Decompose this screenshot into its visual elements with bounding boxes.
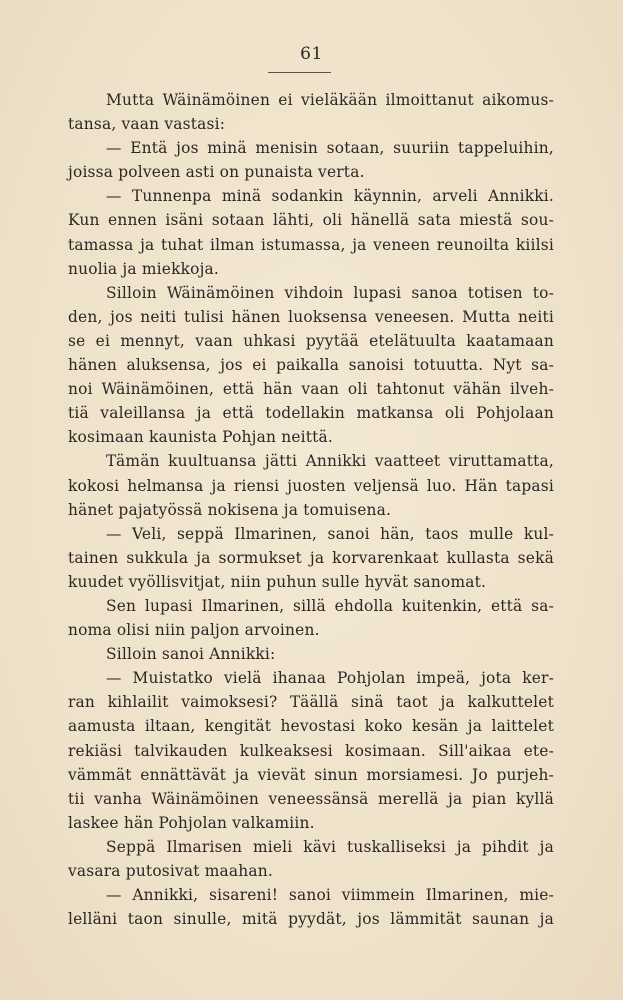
text-line: kokosi helmansa ja riensi juosten veljensä luo. Hän tapasi (68, 476, 554, 495)
text-line: tamassa ja tuhat ilman istumassa, ja veneen reunoilta kiilsi (68, 235, 554, 254)
text-line: noma olisi niin paljon arvoinen. (68, 621, 320, 640)
text-line: tiä valeillansa ja että todellakin matkansa oli Pohjolaan (68, 404, 554, 423)
text-line: den, jos neiti tulisi hänen luoksensa veneesen. Mutta neiti (68, 307, 554, 326)
text-line: — Tunnenpa minä sodankin käynnin, arveli Annikki. (106, 187, 554, 206)
text-line: kosimaan kaunista Pohjan neittä. (68, 428, 334, 447)
text-line: kuudet vyöllisvitjat, niin puhun sulle hyvät sanomat. (68, 572, 487, 591)
text-line: Seppä Ilmarisen mieli kävi tuskalliseksi ja pihdit ja (106, 837, 554, 856)
text-line: Mutta Wäinämöinen ei vieläkään ilmoittanut aikomus- (106, 91, 554, 109)
text-line: tii vanha Wäinämöinen veneessänsä merellä ja pian kyllä (68, 789, 554, 808)
text-line: Silloin sanoi Annikki: (106, 645, 276, 664)
text-line: ran kihlailit vaimoksesi? Täällä sinä taot ja kalkuttelet (68, 693, 554, 712)
text-line: rekiäsi talvikauden kulkeaksesi kosimaan. Sill'aikaa ete- (68, 741, 554, 760)
page-number: 61 (300, 44, 323, 64)
text-line: — Annikki, sisareni! sanoi viimmein Ilmarinen, mie- (106, 886, 554, 905)
text-line: joissa polveen asti on punaista verta. (68, 163, 365, 182)
text-line: laskee hän Pohjolan valkamiin. (68, 813, 315, 832)
text-line: Silloin Wäinämöinen vihdoin lupasi sanoa totisen to- (106, 283, 554, 302)
text-line: hänen aluksensa, jos ei paikalla sanoisi totuutta. Nyt sa- (68, 356, 554, 375)
text-line: Tämän kuultuansa jätti Annikki vaatteet viruttamatta, (106, 452, 554, 471)
text-line: hänet pajatyössä nokisena ja tomuisena. (68, 500, 392, 519)
text-line: Sen lupasi Ilmarinen, sillä ehdolla kuitenkin, että sa- (106, 596, 554, 615)
header-rule (268, 72, 331, 73)
text-line: lelläni taon sinulle, mitä pyydät, jos lämmität saunan ja (68, 910, 554, 929)
text-line: Kun ennen isäni sotaan lähti, oli hänellä sata miestä sou- (68, 211, 554, 230)
body-text (68, 88, 554, 931)
text-line: vämmät ennättävät ja vievät sinun morsiamesi. Jo purjeh- (68, 765, 554, 784)
text-line: se ei mennyt, vaan uhkasi pyytää etelätuulta kaatamaan (68, 331, 554, 350)
text-line: tansa, vaan vastasi: (68, 115, 226, 134)
text-line: noi Wäinämöinen, että hän vaan oli tahtonut vähän ilveh- (68, 380, 554, 399)
text-line: vasara putosivat maahan. (68, 862, 273, 880)
text-line: tainen sukkula ja sormukset ja korvarenkaat kullasta sekä (68, 548, 554, 567)
text-line: aamusta iltaan, kengität hevostasi koko kesän ja laittelet (68, 717, 554, 736)
text-line: — Veli, seppä Ilmarinen, sanoi hän, taos mulle kul- (106, 524, 554, 543)
text-line: — Muistatko vielä ihanaa Pohjolan impeä, jota ker- (106, 669, 554, 688)
text-line: nuolia ja miekkoja. (68, 259, 220, 278)
text-line: — Entä jos minä menisin sotaan, suuriin tappeluihin, (106, 139, 554, 158)
